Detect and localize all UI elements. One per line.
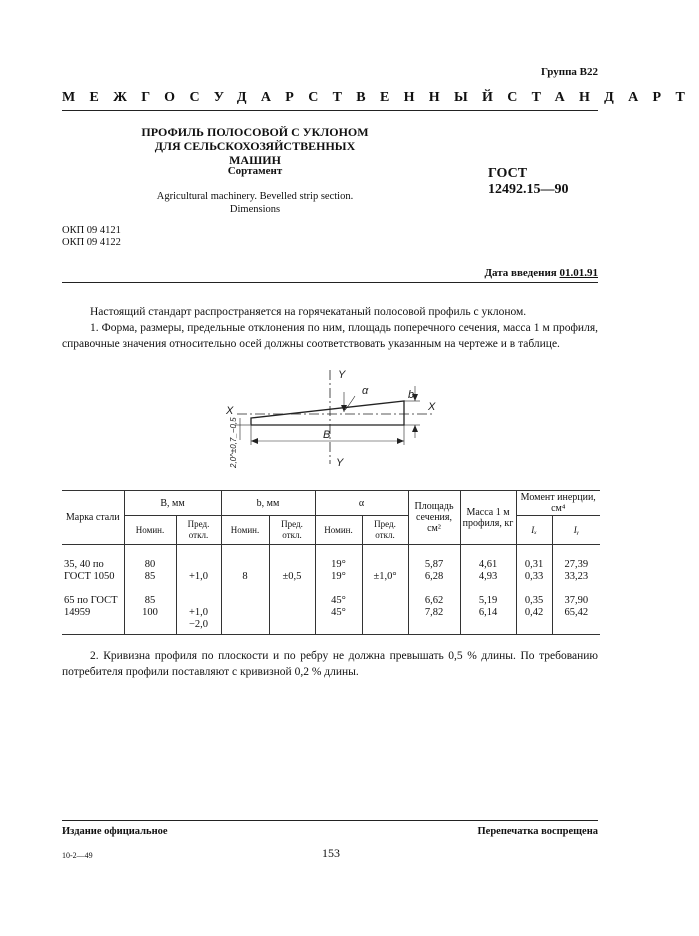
cell-Ix [516, 545, 552, 635]
banner-word-2: СТАНДАРТ [507, 90, 699, 105]
label-alpha: α [362, 385, 369, 397]
cell-a-dev [362, 545, 408, 635]
cell-line [179, 583, 219, 595]
cell-line: 27,39 [564, 559, 589, 570]
cell-line: ±1,0° [373, 571, 397, 582]
sub-Ix: Iₓ [516, 516, 552, 545]
cell-line: +1,0 [188, 607, 209, 618]
cell-line [64, 583, 122, 595]
cell-line [272, 559, 313, 571]
title-line-2: ДЛЯ СЕЛЬСКОХОЗЯЙСТВЕННЫХ МАШИН [154, 139, 356, 167]
cell-line: −2,0 [188, 619, 209, 630]
col-alpha: α [315, 491, 408, 516]
cell-mass [460, 545, 516, 635]
cell-line: +1,0 [188, 571, 209, 582]
cell-line [179, 559, 219, 571]
cell-line [127, 583, 174, 595]
cell-a-nom [315, 545, 362, 635]
cell-line [365, 559, 406, 571]
cell-line: ±0,5 [282, 571, 302, 582]
cell-line: 85 [144, 595, 156, 606]
col-b: b, мм [221, 491, 315, 516]
cell-line: 19° [331, 559, 346, 570]
col-grade: Марка стали [62, 491, 124, 545]
cell-line: 65,42 [564, 607, 589, 618]
cell-line [224, 559, 267, 571]
label-b: b [408, 389, 415, 401]
paragraph-intro: Настоящий стандарт распространяется на горячекатаный полосовой профиль с уклоном. [90, 306, 527, 318]
okp-code-2: ОКП 09 4122 [62, 237, 121, 248]
cell-line: 45° [331, 607, 346, 618]
cell-line: 14959 [64, 607, 91, 618]
cell-line [519, 583, 550, 595]
col-B: B, мм [124, 491, 221, 516]
cell-line: 0,31 [524, 559, 544, 570]
cell-grade [62, 545, 124, 635]
cell-line: 0,42 [524, 607, 544, 618]
cell-line: 6,28 [424, 571, 444, 582]
cell-line: 7,82 [424, 607, 444, 618]
profile-outline [251, 401, 404, 425]
sub-a-nom: Номин. [315, 516, 362, 545]
sub-B-nom: Номин. [124, 516, 176, 545]
label-left-dim: 2,0^±0,7_−0,5 [229, 417, 238, 468]
label-y-top: Y [338, 369, 346, 381]
cell-line: 5,87 [424, 559, 444, 570]
cell-line [179, 595, 219, 607]
label-x-left: X [226, 405, 234, 417]
cell-line [411, 583, 458, 595]
cell-line: 19° [331, 571, 346, 582]
english-title-line-2: Dimensions [229, 204, 281, 215]
cell-line [555, 583, 599, 595]
cell-Iy [552, 545, 600, 635]
banner-word-1: МЕЖГОСУДАРСТВЕННЫЙ [62, 90, 508, 105]
cell-line: 8 [242, 571, 248, 582]
paragraph-2: 2. Кривизна профиля по плоскости и по ребру не должна превышать 0,5 % длины. По требованию потребителя профили поставляют с кривизной 0,2 % длины. [62, 650, 598, 678]
cell-line: 6,62 [424, 595, 444, 606]
cell-line: ГОСТ 1050 [64, 571, 115, 582]
cell-line: 0,35 [524, 595, 544, 606]
label-B: B [323, 429, 331, 441]
cell-line: 80 [144, 559, 156, 570]
cell-line [318, 583, 360, 595]
cell-B-nom [124, 545, 176, 635]
footer-official: Издание официальное [62, 826, 168, 837]
cell-line: 33,23 [564, 571, 589, 582]
cell-line: 0,33 [524, 571, 544, 582]
footer-code: 10-2—49 [62, 851, 93, 860]
cell-line: 6,14 [478, 607, 498, 618]
col-moment: Момент инерции, см⁴ [516, 491, 600, 516]
cell-line: 5,19 [478, 595, 498, 606]
okp-code-1: ОКП 09 4121 [62, 225, 121, 236]
cell-b-dev [269, 545, 315, 635]
cell-line: 4,61 [478, 559, 498, 570]
page-number: 153 [322, 846, 340, 860]
cell-area [408, 545, 460, 635]
sub-B-dev: Пред. откл. [176, 516, 221, 545]
sub-b-dev: Пред. откл. [269, 516, 315, 545]
cell-b-nom [221, 545, 269, 635]
cell-line [463, 583, 514, 595]
cell-line: 85 [144, 571, 156, 582]
gost-label: ГОСТ [488, 166, 528, 181]
label-y-bottom: Y [336, 457, 344, 469]
sub-a-dev: Пред. откл. [362, 516, 408, 545]
profile-table [62, 490, 600, 635]
cell-line: 4,93 [478, 571, 498, 582]
group-code: Группа В22 [540, 66, 598, 78]
paragraph-1: 1. Форма, размеры, предельные отклонения по ним, площадь поперечного сечения, масса 1 м профиля, справочные значения относительно осей должны соответствовать указанным на чертеже и в таблице. [62, 322, 598, 350]
footer-reprint: Перепечатка воспрещена [477, 826, 598, 837]
label-x-right: X [428, 401, 436, 413]
title-line-1: ПРОФИЛЬ ПОЛОСОВОЙ С УКЛОНОМ [141, 125, 369, 139]
col-mass: Масса 1 м профиля, кг [460, 491, 516, 545]
col-area: Площадь сечения, см² [408, 491, 460, 545]
intro-date-value: 01.01.91 [559, 267, 598, 279]
document-subtitle: Сортамент [227, 165, 283, 177]
cell-B-dev [176, 545, 221, 635]
cell-line: 35, 40 по [64, 559, 104, 570]
cell-line: 45° [331, 595, 346, 606]
footer-rule [62, 820, 598, 821]
cell-line: 37,90 [564, 595, 589, 606]
gost-code: 12492.15—90 [488, 182, 569, 197]
english-title-line-1: Agricultural machinery. Bevelled strip section. [156, 191, 354, 202]
cell-line: 100 [142, 607, 158, 618]
sub-Iy: Iᵧ [552, 516, 600, 545]
intro-date-label: Дата введения [484, 267, 557, 279]
cell-line: 65 по ГОСТ [64, 595, 118, 606]
sub-b-nom: Номин. [221, 516, 269, 545]
